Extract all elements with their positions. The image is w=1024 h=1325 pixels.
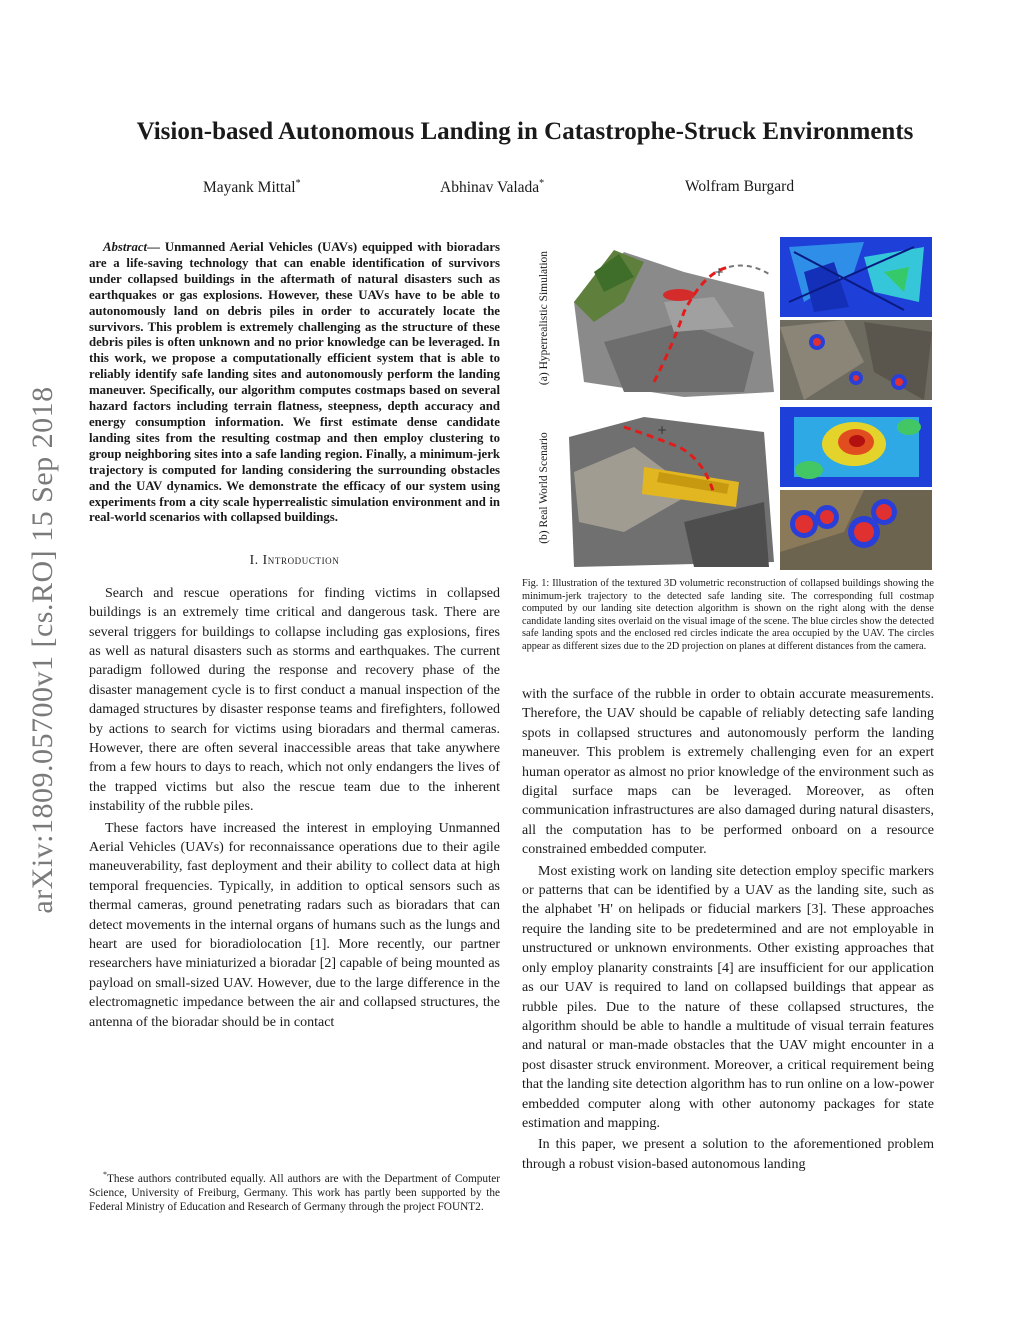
figure-label-b: (b) Real World Scenario (538, 432, 550, 544)
right-paragraph-2: Most existing work on landing site detection employ specific markers or patterns that can be identified by a UAV as the landing site, such as the alphabet 'H' on helipads or fiducial markers [3]. These approaches require the landing site to be predetermined and are not employable in unstructured or unknown environments. Other existing approaches that only employ planarity constraints [4] are insufficient for our application as our UAV is required to land on collapsed buildings that appear as rubble piles. Due to the nature of these collapsed structures, the algorithm should be able to handle a multitude of visual terrain features and natural or man-made obstacles that the UAV might encounter in a post disaster struck environment. Moreover, a critical requirement being that the landing site detection algorithm has to run online on a low-power embedded computer along with other autonomy packages for state estimation and mapping. (522, 863, 934, 1131)
footnote: *These authors contributed equally. All authors are with the Department of Computer Science, University of Freiburg, Germany. This work has partly been supported by the Federal Ministry of Education and Research of Germany through the project FOUNT2. (89, 1170, 500, 1213)
real-world-costmap-image (780, 407, 932, 487)
svg-text:+: + (714, 265, 725, 279)
svg-text:+: + (657, 423, 668, 437)
author-3: Wolfram Burgard (685, 178, 795, 195)
right-paragraph-1: with the surface of the rubble in order to obtain accurate measurements. Therefore, the UAV should be capable of reliably detecting safe landing spots in collapsed structures and autonomously perform the landing maneuver. This problem is extremely challenging even for an expert human operator as almost no prior knowledge of the environment such as digital surface maps can be leveraged. Moreover, as often communication infrastructures are also damaged during natural disasters, all the computation has to be performed onboard on a resource constrained embedded computer. (522, 687, 934, 858)
figure-label-a: (a) Hyperrealistic Simulation (538, 250, 550, 386)
figure-image (564, 232, 934, 572)
arxiv-sidebar (18, 350, 68, 950)
author-2: Abhinav Valada* (440, 178, 545, 197)
intro-paragraph-1: Search and rescue operations for finding victims in collapsed buildings is an extremely time critical and dangerous task. There are several triggers for buildings to collapse including gas explosions, fires as well as natural disasters such as storms and earthquakes. The current paradigm followed during the response and recovery phase of the disaster management cycle is to first conduct a manual inspection of the damaged structures by disaster response teams and firefighters, followed by actions to search for victims using bioradars and thermal cameras. However, there are often several inaccessible areas that take anywhere from a few hours to days to reach, which not only endangers the lives of the trapped victims but also the rescue team due to the inherent instability of the rubble piles. (89, 585, 500, 815)
simulation-candidates-image (780, 320, 932, 400)
section-heading: I. Introduction (249, 552, 340, 568)
simulation-costmap-image (780, 237, 932, 317)
abstract-label: Abstract (103, 240, 148, 254)
abstract: Abstract— Unmanned Aerial Vehicles (UAVs) equipped with bioradars are a life-saving technology that can enable identification of survivors under collapsed buildings in the aftermath of natural disasters such as earthquakes or gas explosions. However, these UAVs have to be able to autonomously land on debris piles in order to accurately locate the survivors. This problem is extremely challenging as the structure of these debris piles is often unknown and no prior knowledge can be leveraged. In this work, we propose a computationally efficient system that is able to reliably identify safe landing sites and autonomously perform the landing maneuver. Specifically, our algorithm computes costmaps based on several hazard factors including terrain flatness, steepness, depth accuracy and energy consumption information. We first estimate dense candidate landing sites from the resulting costmap and then employ clustering to group neighboring sites into a safe landing region. Finally, a minimum-jerk trajectory is computed for landing considering the surrounding obstacles and the UAV dynamics. We demonstrate the efficacy of our system using experiments from a city scale hyperrealistic simulation environment and in real-world scenarios with collapsed buildings. (89, 240, 500, 525)
author-1: Mayank Mittal* (203, 178, 301, 197)
real-world-reconstruction-image (566, 407, 774, 569)
left-column (89, 240, 500, 1032)
intro-paragraph-2: These factors have increased the interest in employing Unmanned Aerial Vehicles (UAVs) for reconnaissance operations due to their agile maneuverability, fast deployment and their ability to collect data at high temporal frequencies. Typically, in addition to optical sensors such as thermal cameras, ground penetrating radars such as bioradars that can detect movements in the internal organs of humans such as the lungs and heart are used for bioradiolocation [1]. More recently, our partner researchers have miniaturized a bioradar [2] capable of being mounted as payload on small-sized UAV. However, due to the large difference in the electromagnetic impedance between the air and collapsed structures, the antenna of the bioradar should be in contact (89, 820, 500, 1030)
abstract-text: Unmanned Aerial Vehicles (UAVs) equipped with bioradars are a life-saving technology that can enable identification of survivors under collapsed buildings in the aftermath of natural disasters such as earthquakes or gas explosions. However, these UAVs have to be able to autonomously land on debris piles in order to accurately locate the survivors. This problem is extremely challenging as the structure of these debris piles is often unknown and no prior knowledge can be leveraged. In this work, we propose a computationally efficient system that is able to reliably identify safe landing sites and autonomously perform the landing maneuver. Specifically, our algorithm computes costmaps based on several hazard factors including terrain flatness, steepness, depth accuracy and energy consumption information. We first estimate dense candidate landing sites from the resulting costmap and then employ clustering to group neighboring sites into a safe landing region. Finally, a minimum-jerk trajectory is computed for landing considering the surrounding obstacles and the UAV dynamics. We demonstrate the efficacy of our system using experiments from a city scale hyperrealistic simulation environment and in real-world scenarios with collapsed buildings. (89, 240, 500, 525)
right-column (522, 685, 934, 1174)
paper-title: Vision-based Autonomous Landing in Catastrophe-Struck Environments (136, 118, 914, 145)
right-paragraph-3: In this paper, we present a solution to the aforementioned problem through a robust vision-based autonomous landing (522, 1137, 934, 1172)
real-world-candidates-image (780, 490, 932, 570)
figure-1 (522, 232, 934, 572)
simulation-reconstruction-image (566, 237, 774, 399)
arxiv-identifier: arXiv:1809.05700v1 [cs.RO] 15 Sep 2018 (26, 386, 59, 914)
figure-caption: Fig. 1: Illustration of the textured 3D volumetric reconstruction of collapsed buildings showing the minimum-jerk trajectory to the detected safe landing site. The corresponding full costmap computed by our landing site detection algorithm is shown on the right along with the dense candidate landing sites overlaid on the visual image of the scene. The blue circles show the detected safe landing spots and the enclosed red circles indicate the area occupied by the UAV. The circles appear as different sizes due to the 2D projection on planes at different distances from the camera. (522, 578, 934, 652)
